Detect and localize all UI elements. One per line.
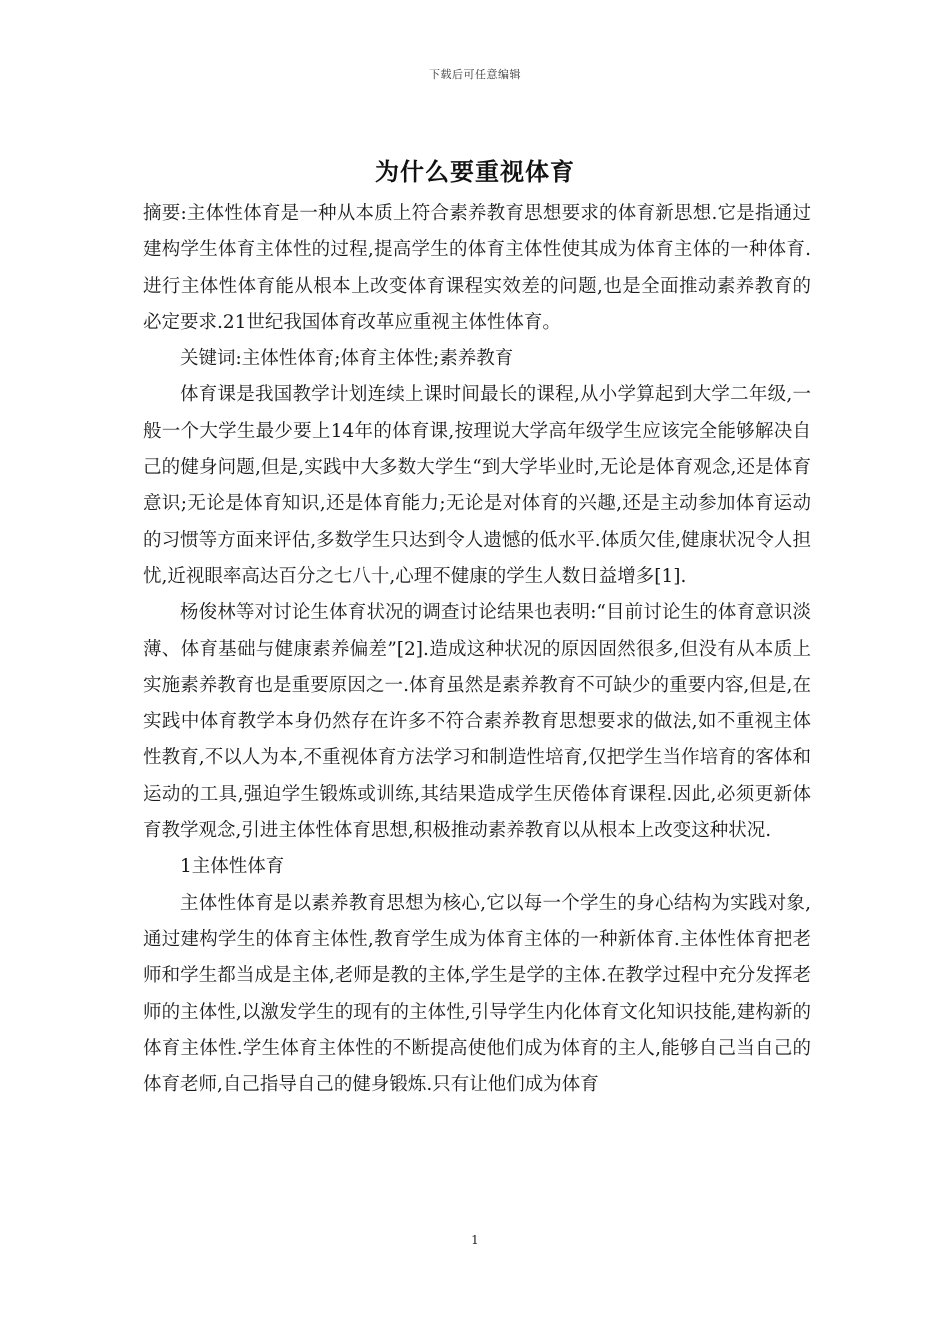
body-paragraph-1: 体育课是我国教学计划连续上课时间最长的课程,从小学算起到大学二年级,一般一个大学生最少要上14年的体育课,按理说大学高年级学生应该完全能够解决自己的健身问题,但是,实践中大多数大学生“到大学毕业时,无论是体育观念,还是体育意识;无论是体育知识,还是体育能力;无论是对体育的兴趣,还是主动参加体育运动的习惯等方面来评估,多数学生只达到令人遗憾的低水平.体质欠佳,健康状况令人担忧,近视眼率高达百分之七八十,心理不健康的学生人数日益增多[1]. xyxy=(143,384,811,587)
document-body xyxy=(143,196,811,1103)
document-title: 为什么要重视体育 xyxy=(375,157,575,186)
header-note: 下载后可任意编辑 xyxy=(429,68,521,81)
body-paragraph-2: 杨俊林等对讨论生体育状况的调查讨论结果也表明:“目前讨论生的体育意识淡薄、体育基础与健康素养偏差”[2].造成这种状况的原因固然很多,但没有从本质上实施素养教育也是重要原因之一.体育虽然是素养教育不可缺少的重要内容,但是,在实践中体育教学本身仍然存在许多不符合素养教育思想要求的做法,如不重视主体性教育,不以人为本,不重视体育方法学习和制造性培育,仅把学生当作培育的客体和运动的工具,强迫学生锻炼或训练,其结果造成学生厌倦体育课程.因此,必须更新体育教学观念,引进主体性体育思想,积极推动素养教育以从根本上改变这种状况. xyxy=(143,602,811,842)
body-paragraph-3: 主体性体育是以素养教育思想为核心,它以每一个学生的身心结构为实践对象,通过建构学生的体育主体性,教育学生成为体育主体的一种新体育.主体性体育把老师和学生都当成是主体,老师是教的主体,学生是学的主体.在教学过程中充分发挥老师的主体性,以激发学生的现有的主体性,引导学生内化体育文化知识技能,建构新的体育主体性.学生体育主体性的不断提高使他们成为体育的主人,能够自己当自己的体育老师,自己指导自己的健身锻炼.只有让他们成为体育 xyxy=(143,892,811,1096)
section-heading: 1主体性体育 xyxy=(180,856,285,878)
keywords-line: 关键词:主体性体育;体育主体性;素养教育 xyxy=(180,348,514,370)
abstract-paragraph: 摘要:主体性体育是一种从本质上符合素养教育思想要求的体育新思想.它是指通过建构学生体育主体性的过程,提高学生的体育主体性使其成为体育主体的一种体育.进行主体性体育能从根本上改变体育课程实效差的问题,也是全面推动素养教育的必定要求.21世纪我国体育改革应重视主体性体育。 xyxy=(143,203,811,333)
page-number: 1 xyxy=(471,1233,479,1247)
